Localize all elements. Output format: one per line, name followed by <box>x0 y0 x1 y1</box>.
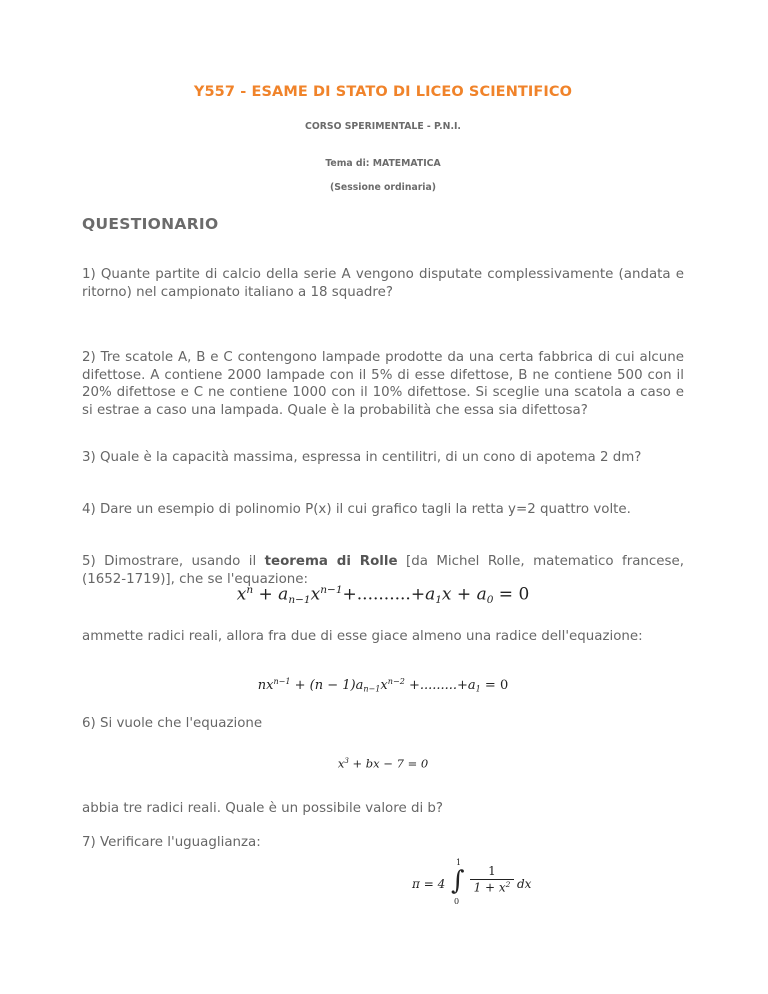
question-5-suffix: [da Michel Rolle, matematico francese, (1652-1719)], che se l'equazione: <box>82 554 684 587</box>
integral-sign: ∫ <box>451 866 465 896</box>
question-7: 7) Verificare l'uguaglianza: <box>82 835 261 850</box>
session-subtitle: (Sessione ordinaria) <box>329 182 437 193</box>
question-3: 3) Quale è la capacità massima, espressa in centilitri, di un cono di apotema 2 dm? <box>82 450 642 465</box>
fraction-numerator: 1 <box>470 864 514 880</box>
question-5-bold-term: teorema di Rolle <box>264 554 398 569</box>
formula-polynomial-equation: $x^n + a_{n-1}x^{n-1}+..........+a_1x + a_0 = 0$ <box>236 584 530 606</box>
question-5-prefix: 5) Dimostrare, usando il <box>82 554 265 569</box>
formula-derivative-equation: $nx^{n-1} + (n - 1)a_{n-1}x^{n-2} +.........+a_1 = 0$ <box>257 677 509 694</box>
integral-upper-bound: 1 <box>456 858 462 867</box>
question-4: 4) Dare un esempio di polinomio P(x) il cui grafico tagli la retta y=2 quattro volte. <box>82 502 631 517</box>
question-5-continuation: ammette radici reali, allora fra due di esse giace almeno una radice dell'equazione: <box>82 629 643 644</box>
integral-fraction <box>470 864 514 894</box>
question-6: 6) Si vuole che l'equazione <box>82 716 263 731</box>
formula-cubic-equation: $x^3$ + bx − 7 = 0 <box>337 756 429 771</box>
fraction-denominator: $1 + x^2$ <box>473 880 511 895</box>
formula-pi-integral <box>404 858 544 918</box>
integral-differential: dx <box>517 877 532 891</box>
subject-subtitle: Tema di: MATEMATICA <box>325 158 441 169</box>
integral-lower-bound: 0 <box>454 897 460 906</box>
section-heading: QUESTIONARIO <box>82 215 219 233</box>
question-5 <box>82 553 684 588</box>
question-6-continuation: abbia tre radici reali. Quale è un possibile valore di b? <box>82 801 444 816</box>
document-title: Y557 - ESAME DI STATO DI LICEO SCIENTIFICO <box>193 84 573 100</box>
question-1: 1) Quante partite di calcio della serie A vengono disputate complessivamente (andata e ritorno) nel campionato italiano a 18 squadre? <box>82 267 684 300</box>
course-subtitle: CORSO SPERIMENTALE - P.N.I. <box>305 121 461 132</box>
question-2: 2) Tre scatole A, B e C contengono lampade prodotte da una certa fabbrica di cui alcune difettose. A contiene 2000 lampade con il 5% di esse difettose, B ne contiene 500 con il 20% difettose e C ne contiene 1000 con il 10% difettose. Si sceglie una scatola a caso e si estrae a caso una lampada. Quale è la probabilità che essa sia difettosa? <box>82 350 684 418</box>
integral-lhs: π = 4 <box>412 877 446 891</box>
